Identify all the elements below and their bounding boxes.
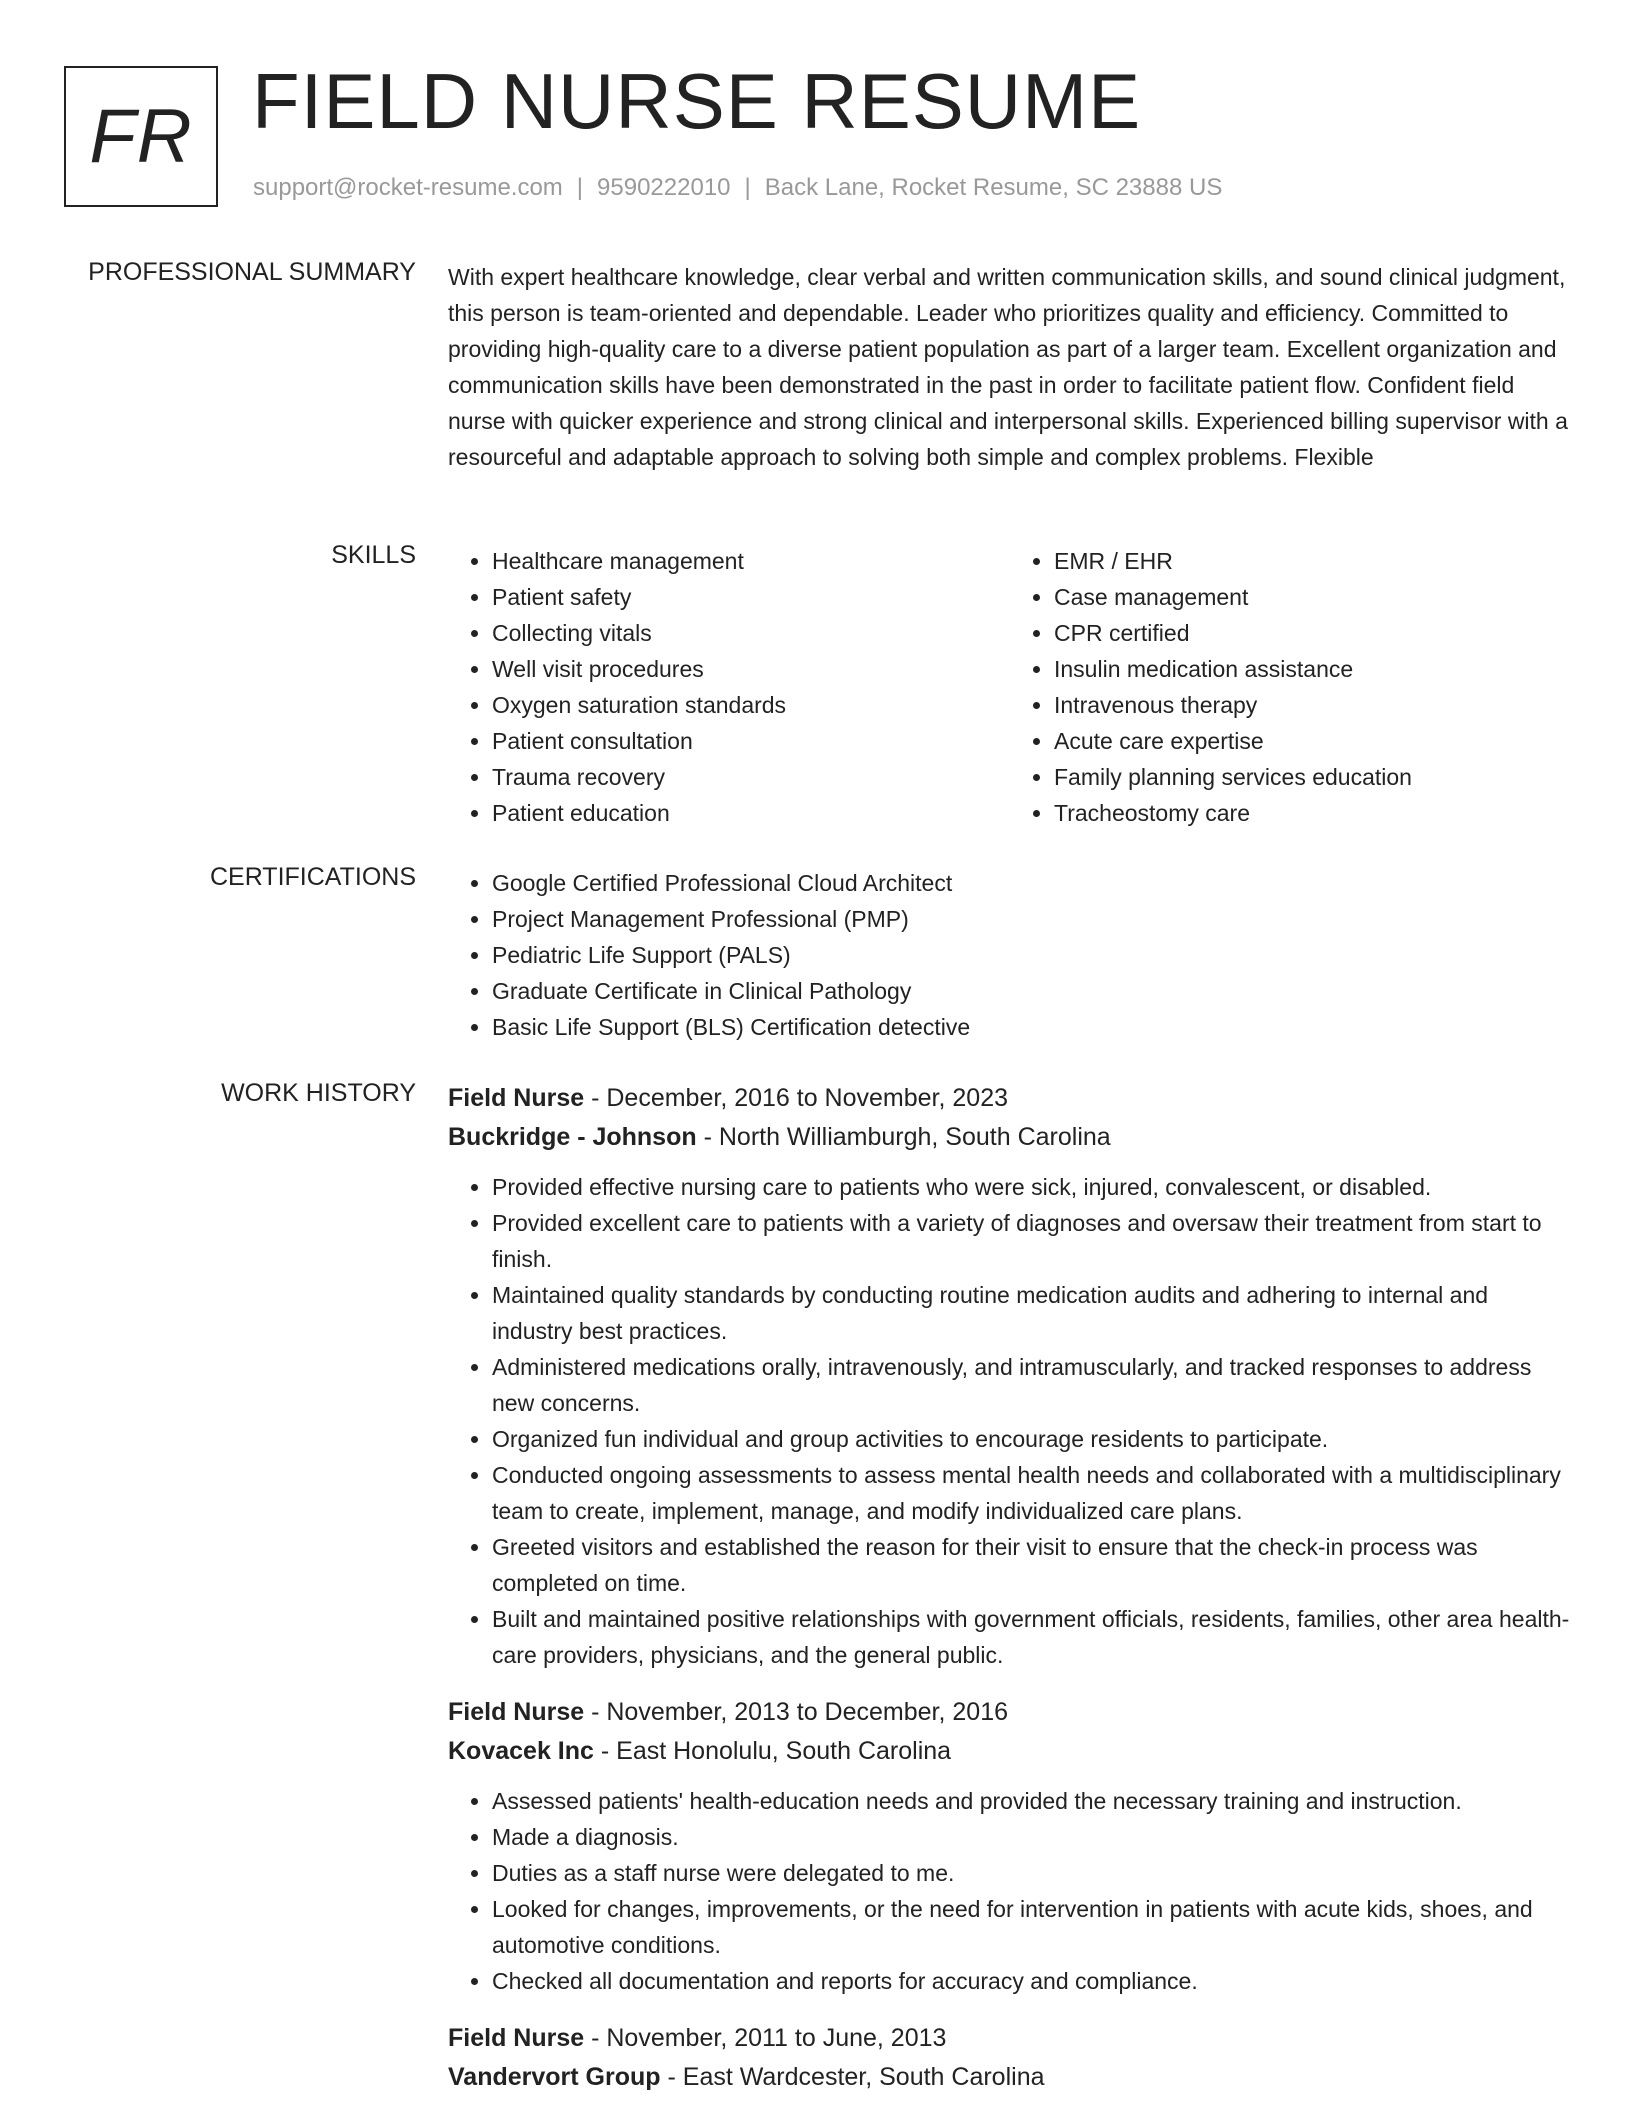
job-duty-item: • Conducted ongoing assessments to assess mental health needs and collaborated with a multidisciplinary team to create, implement, manage, and modify individualized care plans. [492,1457,1572,1529]
skill-item: • Patient education [492,795,1010,831]
certifications-section [448,865,1572,1045]
job-location: - East Honolulu, South Carolina [593,1737,952,1765]
job-title-line [448,1079,1572,1118]
job-duty-item: • Provided excellent care to patients with a variety of diagnoses and oversaw their treatment from start to finish. [492,1205,1572,1277]
work-history-section-label: WORK HISTORY [221,1079,416,1107]
job-dates: - November, 2011 to June, 2013 [584,2024,947,2052]
job-title: Field Nurse [448,1698,585,1726]
job-duty-item: • Checked all documentation and reports for accuracy and compliance. [492,1963,1572,1999]
certifications-section-label: CERTIFICATIONS [209,863,416,891]
contact-address: Back Lane, Rocket Resume, SC 23888 US [764,174,1223,201]
skill-item: • Patient consultation [492,723,1010,759]
job-duty-item: • Looked for changes, improvements, or the need for intervention in patients with acute kids, shoes, and automotive conditions. [492,1891,1572,1963]
certification-item: • Pediatric Life Support (PALS) [492,937,1572,973]
skill-item: • Well visit procedures [492,651,1010,687]
skill-item: • Case management [1054,579,1572,615]
skill-item: • Patient safety [492,579,1010,615]
skill-item: • Family planning services education [1054,759,1572,795]
job-duty-item: • Greeted visitors and established the reason for their visit to ensure that the check-in process was completed on time. [492,1529,1572,1601]
job-duties-list [448,1783,1572,1999]
skills-list-column-1 [448,543,1010,831]
monogram-initials: FR [89,94,193,179]
job-duty-item: • Built and maintained positive relationships with government officials, residents, families, other area health-care providers, physicians, and the general public. [492,1601,1572,1673]
job-title: Field Nurse [448,2024,585,2052]
job-company: Buckridge - Johnson [448,1123,697,1151]
monogram-logo [64,66,218,207]
contact-email[interactable]: support@rocket-resume.com [253,174,563,201]
job-dates: - December, 2016 to November, 2023 [584,1084,1009,1112]
job-title-line [448,2019,1572,2058]
job-entry [448,1079,1572,1673]
job-duty-item: • Organized fun individual and group activities to encourage residents to participate. [492,1421,1572,1457]
skills-section [448,543,1572,831]
skill-item: • Acute care expertise [1054,723,1572,759]
contact-separator: | [576,174,584,201]
job-title-line [448,1693,1572,1732]
resume-title: FIELD NURSE RESUME [252,57,1142,145]
certifications-list [448,865,1572,1045]
contact-line [253,174,1222,202]
work-history-section [448,1079,1572,2117]
certification-item: • Graduate Certificate in Clinical Pathology [492,973,1572,1009]
job-duty-item: • Maintained quality standards by conducting routine medication audits and adhering to internal and industry best practices. [492,1277,1572,1349]
certification-item: • Project Management Professional (PMP) [492,901,1572,937]
skill-item: • Insulin medication assistance [1054,651,1572,687]
job-company: Kovacek Inc [448,1737,594,1765]
summary-text: With expert healthcare knowledge, clear verbal and written communication skills, and sound clinical judgment, this person is team-oriented and dependable. Leader who prioritizes quality and efficiency. Committed to providing high-quality care to a diverse patient population as part of a larger team. Excellent organization and communication skills have been demonstrated in the past in order to facilitate patient flow. Confident field nurse with quicker experience and strong clinical and interpersonal skills. Experienced billing supervisor with a resourceful and adaptable approach to solving both simple and complex problems. Flexible [448,264,1568,470]
job-duty-item: • Administered medications orally, intravenously, and intramuscularly, and tracked responses to address new concerns. [492,1349,1572,1421]
job-company: Vandervort Group [448,2063,661,2091]
job-company-line [448,1732,1572,1771]
job-dates: - November, 2013 to December, 2016 [584,1698,1009,1726]
skill-item: • Intravenous therapy [1054,687,1572,723]
job-duties-list [448,1169,1572,1673]
contact-phone[interactable]: 9590222010 [597,174,731,201]
job-duty-item: • Duties as a staff nurse were delegated to me. [492,1855,1572,1891]
skill-item: • Collecting vitals [492,615,1010,651]
skill-item: • Healthcare management [492,543,1010,579]
job-company-line [448,1118,1572,1157]
job-duty-item: • Assessed patients' health-education needs and provided the necessary training and instruction. [492,1783,1572,1819]
job-location: - East Wardcester, South Carolina [660,2063,1045,2091]
skill-item: • Oxygen saturation standards [492,687,1010,723]
job-title: Field Nurse [448,1084,585,1112]
skill-item: • Tracheostomy care [1054,795,1572,831]
job-company-line [448,2058,1572,2097]
skills-list-column-2 [1010,543,1572,831]
job-location: - North Williamburgh, South Carolina [696,1123,1111,1151]
skill-item: • CPR certified [1054,615,1572,651]
contact-separator: | [744,174,751,201]
summary-section [448,259,1572,475]
certification-item: • Basic Life Support (BLS) Certification detective [492,1009,1572,1045]
skill-item: • Trauma recovery [492,759,1010,795]
skill-item: • EMR / EHR [1054,543,1572,579]
job-entry [448,2019,1572,2097]
job-duty-item: • Made a diagnosis. [492,1819,1572,1855]
job-duty-item: • Provided effective nursing care to patients who were sick, injured, convalescent, or disabled. [492,1169,1572,1205]
skills-section-label: SKILLS [331,541,416,569]
summary-section-label: PROFESSIONAL SUMMARY [88,258,416,286]
job-entry [448,1693,1572,1999]
certification-item: • Google Certified Professional Cloud Architect [492,865,1572,901]
